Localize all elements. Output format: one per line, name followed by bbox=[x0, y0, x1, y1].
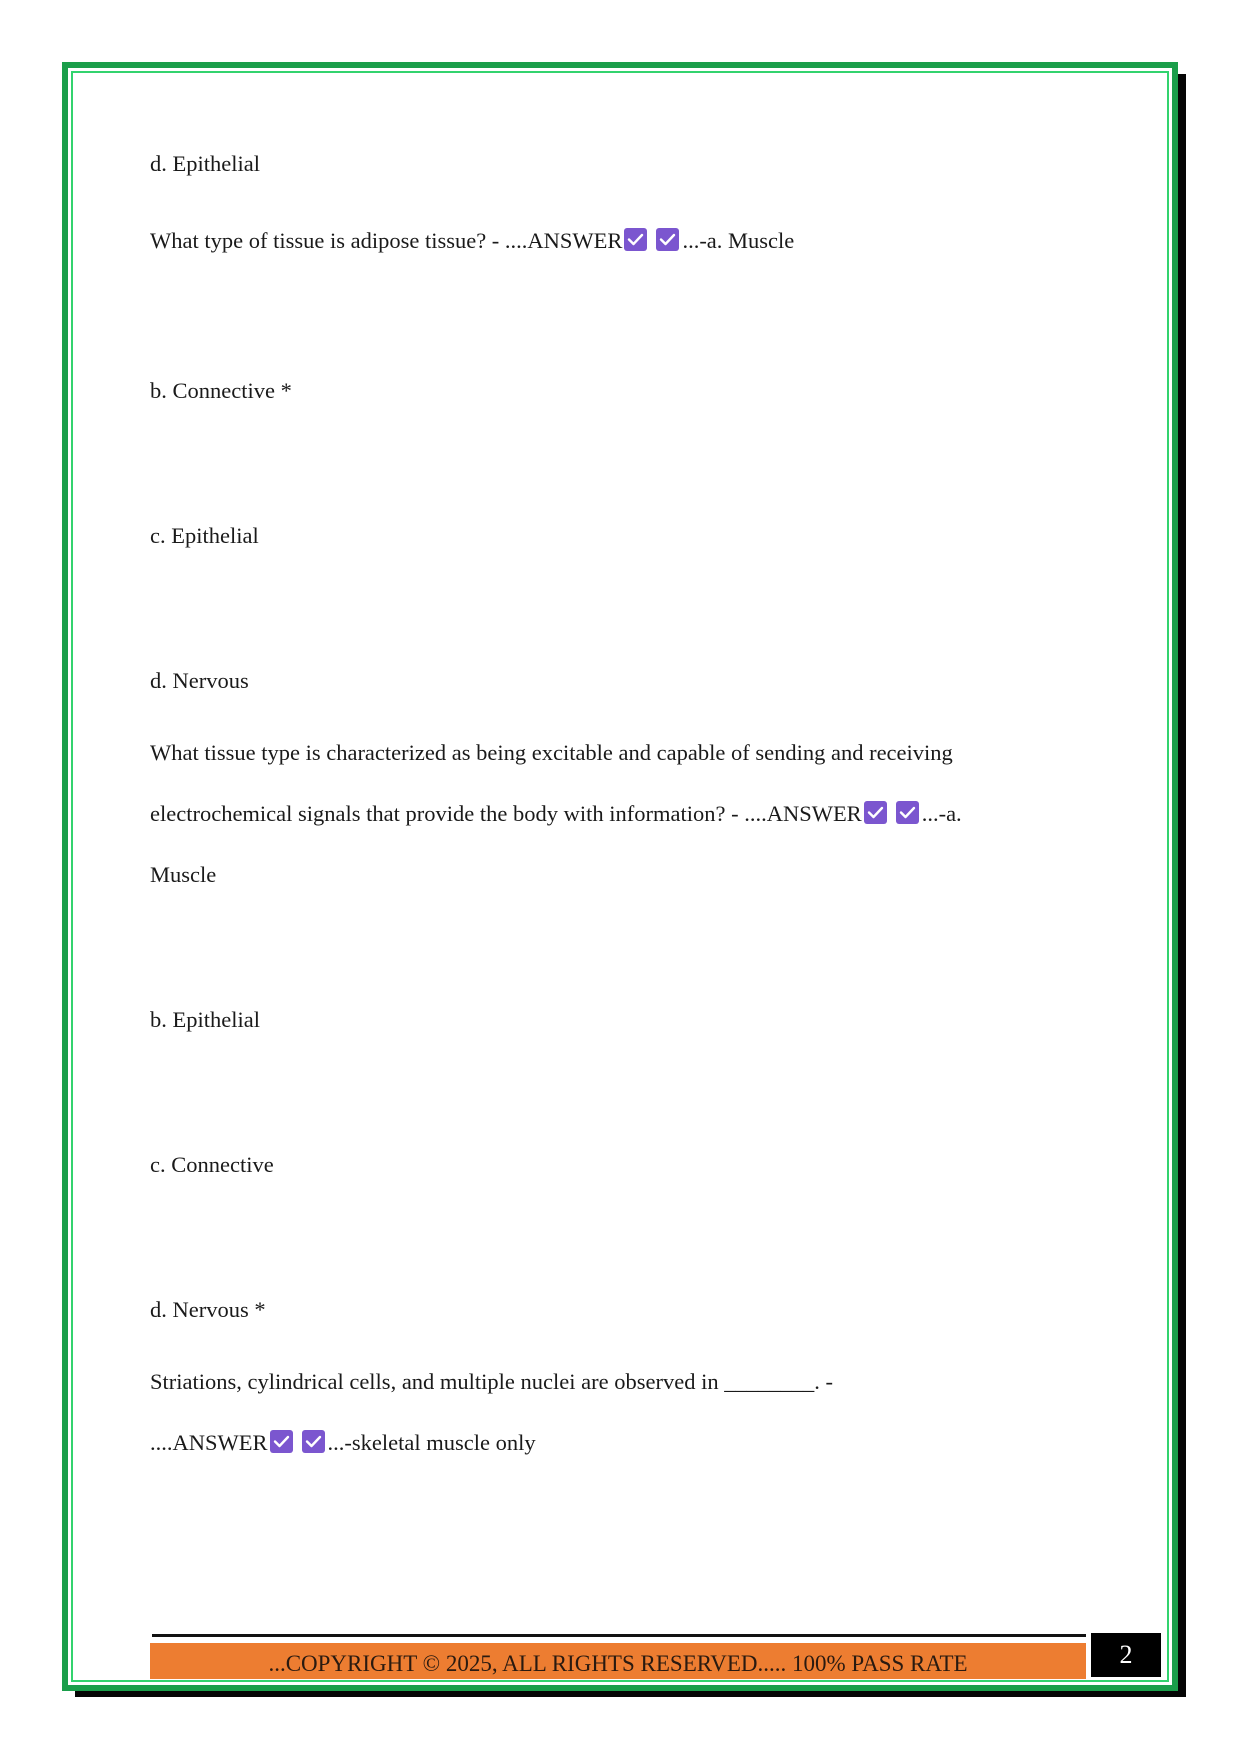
question-excitable-line1: What tissue type is characterized as being excitable and capable of sending and receiving bbox=[150, 740, 953, 765]
question-striations-line1: Striations, cylindrical cells, and multiple nuclei are observed in ________. - bbox=[150, 1369, 833, 1394]
footer-rule bbox=[152, 1634, 1086, 1637]
option-c-epithelial: c. Epithelial bbox=[150, 523, 259, 548]
check-box-icon bbox=[624, 228, 647, 251]
answer-text: ...-skeletal muscle only bbox=[327, 1430, 536, 1455]
option-b-connective: b. Connective * bbox=[150, 378, 292, 403]
question-excitable-line2 bbox=[150, 800, 962, 828]
check-box-icon bbox=[270, 1430, 293, 1453]
page-number bbox=[1091, 1633, 1161, 1677]
question-text: ....ANSWER bbox=[150, 1430, 268, 1455]
check-box-icon bbox=[302, 1430, 325, 1453]
question-text: What type of tissue is adipose tissue? - ....ANSWER bbox=[150, 228, 623, 253]
answer-text: ...-a. bbox=[921, 801, 962, 826]
option-b-epithelial: b. Epithelial bbox=[150, 1007, 260, 1032]
option-d-nervous-correct: d. Nervous * bbox=[150, 1297, 266, 1322]
question-excitable-line3: Muscle bbox=[150, 862, 217, 887]
check-box-icon bbox=[896, 801, 919, 824]
option-d-nervous: d. Nervous bbox=[150, 668, 249, 693]
copyright-text: ...COPYRIGHT © 2025, ALL RIGHTS RESERVED..... 100% PASS RATE bbox=[268, 1651, 968, 1676]
question-striations-line2 bbox=[150, 1429, 536, 1457]
question-text: electrochemical signals that provide the body with information? - ....ANSWER bbox=[150, 801, 862, 826]
page-number-text: 2 bbox=[1119, 1640, 1133, 1669]
option-c-connective: c. Connective bbox=[150, 1152, 274, 1177]
question-adipose bbox=[150, 227, 794, 255]
check-box-icon bbox=[864, 801, 887, 824]
check-box-icon bbox=[656, 228, 679, 251]
footer-copyright-bar bbox=[150, 1643, 1086, 1679]
answer-text: ...-a. Muscle bbox=[682, 228, 795, 253]
option-d-epithelial: d. Epithelial bbox=[150, 151, 260, 176]
